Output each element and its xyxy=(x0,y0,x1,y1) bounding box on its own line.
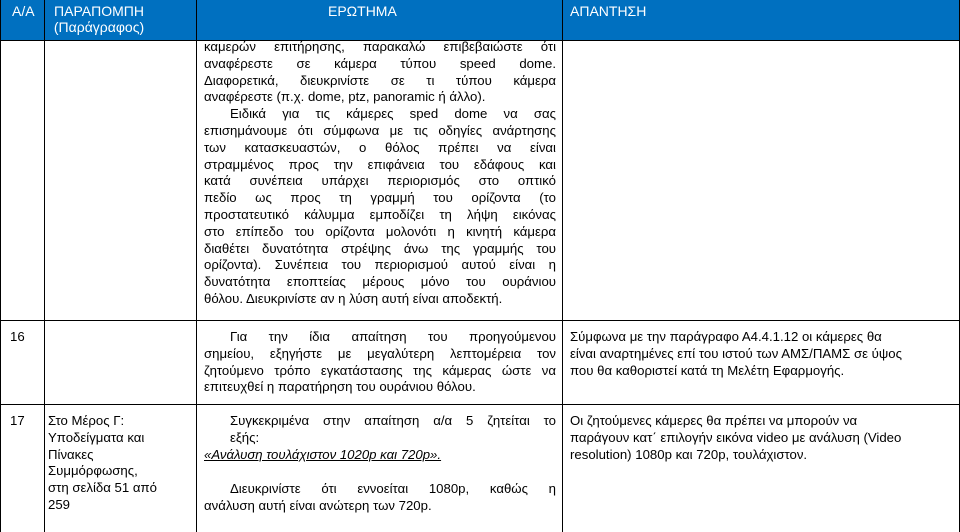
row17-answer-line: resolution) 1080p και 720p, τουλάχιστον. xyxy=(570,446,808,462)
row17-reference-line: στη σελίδα 51 από xyxy=(48,480,157,496)
row16-question-line: επιτευχθεί η παρατήρηση του ουράνιου θόλου. xyxy=(204,379,476,395)
grid-row-divider-1 xyxy=(0,320,960,321)
row17-reference xyxy=(48,413,192,514)
row16-question-line: Για την ίδια απαίτηση του προηγούμενου xyxy=(230,329,556,344)
header-aa: Α/Α xyxy=(12,3,35,19)
grid-left-border xyxy=(0,0,1,532)
row1-question-line: ορίζοντα). Συνέπεια του περιορισμού αυτού είναι η xyxy=(204,257,556,273)
row1-question-line: Διαφορετικά, διευκρινίστε σε τι τύπου κάμερα xyxy=(204,72,556,88)
row17-reference-line: Στο Μέρος Γ: xyxy=(48,413,125,428)
row1-question-line: στραμμένος προς την επιφάνεια του εδάφους και xyxy=(204,156,556,172)
row1-question-line: Ειδικά για τις κάμερες sped dome να σας xyxy=(230,106,556,122)
row1-question-line: κατά συνέπεια υπάρχει περιορισμός στο οπτικό xyxy=(204,173,556,189)
header-answer: ΑΠΑΝΤΗΣΗ xyxy=(570,3,647,19)
row16-answer-line: είναι αναρτημένες επί του ιστού των ΑΜΣ/ΠΑΜΣ σε ύψος xyxy=(570,345,902,361)
row16-question xyxy=(204,329,556,396)
row17-question-emphasis: «Ανάλυση τουλάχιστον 1020p και 720p». xyxy=(204,446,442,462)
row1-question-line: διαθέτει δυνατότητα στρέψης άνω της γραμμής του xyxy=(204,240,556,256)
row1-question-line: θόλου. Διευκρινίστε αν η λύση αυτή είναι αποδεκτή. xyxy=(204,290,503,306)
row17-question-line: εξής: xyxy=(230,429,260,445)
header-reference xyxy=(46,3,152,35)
row17-reference-line: 259 xyxy=(48,496,71,512)
row17-answer-line: παράγουν κατ΄ επιλογήν εικόνα video με ανάλυση (Video xyxy=(570,429,902,445)
row1-question-line: προστατευτικό κάλυμμα εμποδίζει τη λήψη εικόνας xyxy=(204,206,556,222)
row17-question xyxy=(204,413,556,463)
grid-row-divider-2 xyxy=(0,404,960,405)
row17-question-line: ανάλυση αυτή είναι ανώτερη των 720p. xyxy=(204,497,432,513)
header-question: ΕΡΩΤΗΜΑ xyxy=(328,3,397,19)
row16-question-line: ζητούμενο τρόπο εγκατάστασης της κάμερας ώστε να xyxy=(204,362,556,378)
row1-question-line: των κατασκευαστών, ο θόλος πρέπει να είναι xyxy=(204,139,556,155)
row1-question-line: στο επίπεδο του ορίζοντα μολονότι η κινητή κάμερα xyxy=(204,223,556,239)
row16-answer-line: Σύμφωνα με την παράγραφο Α4.4.1.12 οι κάμερες θα xyxy=(570,329,882,344)
row16-question-line: σημείου, εξηγήστε με μεγαλύτερη λεπτομέρεια τον xyxy=(204,345,556,361)
row16-answer-line: που θα καθοριστεί κατά τη Μελέτη Εφαρμογής. xyxy=(570,362,845,378)
row16-answer xyxy=(570,329,954,379)
row1-question-line: καμερών επιτήρησης, παρακαλώ επιβεβαιώστε ότι xyxy=(204,39,556,54)
row17-question-line: Συγκεκριμένα στην απαίτηση α/α 5 ζητείται το xyxy=(230,413,556,428)
row1-question-line: αναφέρεστε (π.χ. dome, ptz, panoramic ή άλλο). xyxy=(204,89,486,105)
grid-col-divider-2 xyxy=(196,0,197,532)
row17-question-line: Διευκρινίστε ότι εννοείται 1080p, καθώς η xyxy=(230,481,556,496)
row17-question-clarify xyxy=(204,481,556,515)
row1-question-line: πεδίο ως προς τη γραμμή του ορίζοντα (το xyxy=(204,190,556,206)
row17-answer xyxy=(570,413,954,463)
row1-question-line: αναφέρεστε σε κάμερα τύπου speed dome. xyxy=(204,55,556,71)
row17-number: 17 xyxy=(10,413,25,428)
grid-col-divider-3 xyxy=(562,0,563,532)
row1-question-line: επισημάνουμε ότι σύμφωνα με τις οδηγίες ανάρτησης xyxy=(204,122,556,138)
row17-reference-line: Συμμόρφωσης, xyxy=(48,463,138,479)
row17-reference-line: Υποδείγματα και xyxy=(48,429,145,445)
row17-reference-line: Πίνακες xyxy=(48,446,94,462)
table-header xyxy=(0,0,960,40)
row1-question-line: δυνατότητα εποπτείας μέρους μόνο του ουράνιου xyxy=(204,274,556,290)
grid-col-divider-1 xyxy=(44,0,45,532)
header-reference-line1: ΠΑΡΑΠΟΜΠΗ xyxy=(54,3,144,19)
header-reference-line2: (Παράγραφος) xyxy=(53,19,145,35)
row17-answer-line: Οι ζητούμενες κάμερες θα πρέπει να μπορούν να xyxy=(570,413,858,428)
row16-number: 16 xyxy=(10,329,25,344)
row1-question xyxy=(204,39,556,308)
